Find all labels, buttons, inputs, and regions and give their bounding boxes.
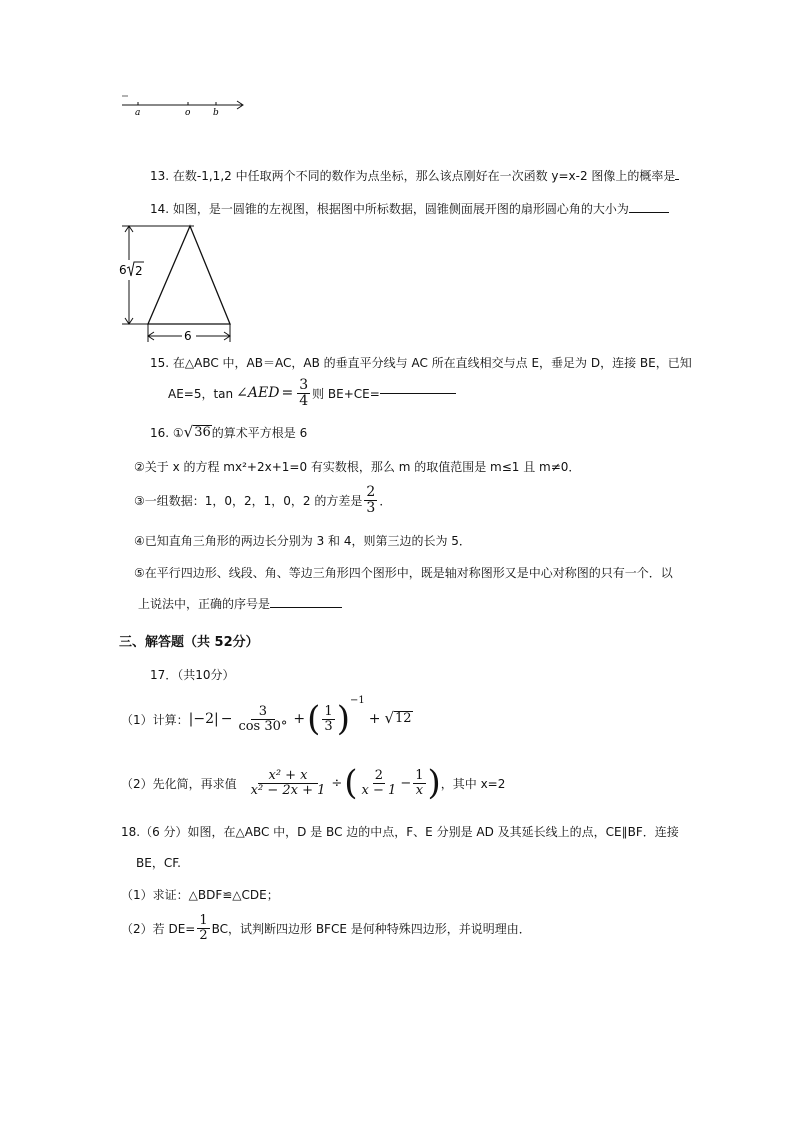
- q17-p2-f1-den: x − 1: [361, 782, 397, 798]
- q17-p2-rparen: ): [427, 763, 441, 803]
- q18-line2: BE，CF.: [136, 856, 181, 870]
- q17-p1-abs: |−2|: [188, 711, 219, 727]
- q17-p1-exp: −1: [349, 695, 365, 706]
- q15-line2-b: 则 BE+CE=: [312, 386, 380, 401]
- question-16-s3: [134, 485, 391, 515]
- q17-p1-rparen: ): [336, 699, 350, 739]
- q17-p2-f1: [360, 769, 399, 797]
- q16-s1-pre: 16. ①: [150, 425, 184, 440]
- base-label: 6: [184, 329, 192, 343]
- question-16-s6: [138, 595, 342, 612]
- q18-line1: 18.（6 分）如图，在△ABC 中，D 是 BC 边的中点，F、E 分别是 AD 及其延长线上的点，CE∥BF．连接: [121, 825, 679, 839]
- label-b: b: [213, 108, 219, 116]
- q16-s3-fraction: [364, 485, 377, 515]
- q18-p2-fraction: [197, 914, 209, 942]
- q17-part2: [121, 760, 505, 806]
- q17-p2-num: x² + x: [258, 769, 317, 784]
- q17-p2-f2-den: x: [415, 782, 424, 798]
- q16-s2: ②关于 x 的方程 mx²+2x+1=0 有实数根，那么 m 的取值范围是 m≤1 且 m≠0．: [134, 460, 581, 474]
- question-16-s1: [150, 424, 307, 441]
- question-14: [150, 200, 669, 217]
- q17-p2-den: x² − 2x + 1: [250, 782, 326, 798]
- q17-p2-post: ，其中 x=2: [440, 776, 506, 791]
- q14-text: 14. 如图，是一圆锥的左视图，根据图中所标数据，圆锥侧面展开图的扇形圆心角的大小为: [150, 202, 629, 216]
- q17-p1-num: 3: [251, 705, 275, 720]
- height-label-coef: 6: [119, 263, 127, 277]
- cone-left-view-figure: [114, 222, 240, 344]
- q17-p2-f1-num: 2: [374, 767, 384, 783]
- q18-p2-pre: （2）若 DE=: [121, 921, 196, 936]
- q17-p2-label: （2）先化简，再求值: [121, 776, 237, 791]
- q15-blank: [380, 393, 456, 394]
- q15-frac-num: 3: [299, 377, 309, 393]
- q16-s3-pre: ③一组数据：1，0，2，1，0，2 的方差是: [134, 493, 363, 508]
- cone-triangle: [148, 226, 230, 324]
- q18-part1: （1）求证：△BDF≌△CDE；: [121, 888, 279, 902]
- q17-p2-minus: −: [400, 775, 412, 791]
- q16-s1-rad: 36: [194, 424, 211, 440]
- q15-line1: 15. 在△ABC 中，AB＝AC，AB 的垂直平分线与 AC 所在直线相交与点 E，垂足为 D，连接 BE，已知: [150, 356, 692, 370]
- q16-s4: ④已知直角三角形的两边长分别为 3 和 4，则第三边的长为 5．: [134, 534, 471, 548]
- q17-header: 17．（共10分）: [150, 668, 235, 682]
- label-o: o: [185, 108, 191, 116]
- q18-part2: [121, 910, 531, 946]
- q16-s3-post: ．: [379, 493, 392, 508]
- q17-p1-fraction: [236, 705, 289, 733]
- q17-p2-lparen: (: [344, 763, 358, 803]
- q15-line2-a: AE=5，tan: [168, 386, 234, 401]
- question-16-s5: [134, 564, 673, 581]
- q17-p1-inner-den: 3: [324, 718, 333, 734]
- q17-p2-fraction: [249, 769, 328, 797]
- q17-p2-f2: [413, 769, 425, 797]
- q17-p1-inner-fraction: [322, 705, 334, 733]
- question-15-line2: [168, 378, 456, 408]
- label-a: a: [135, 108, 141, 116]
- q17-p1-lparen: (: [307, 699, 321, 739]
- q16-s5: ⑤在平行四边形、线段、角、等边三角形四个图形中，既是轴对称图形又是中心对称图的只有一个．以: [134, 566, 673, 580]
- q17-p1-plus2: +: [368, 711, 381, 727]
- q13-text: 13. 在数-1,1,2 中任取两个不同的数作为点坐标，那么该点刚好在一次函数 y=x-2 图像上的概率是: [150, 169, 676, 183]
- q17-p1-rad: 12: [395, 711, 412, 727]
- q18-p2-den: 2: [199, 927, 208, 943]
- q17-p1-inner-num: 1: [324, 703, 333, 719]
- q15-fraction: [297, 378, 310, 408]
- q15-frac-den: 4: [299, 392, 309, 409]
- q16-s3-den: 3: [366, 499, 376, 516]
- q16-s1-post: 的算术平方根是 6: [211, 426, 308, 440]
- q14-blank: [629, 212, 669, 213]
- q16-s6: 上说法中，正确的序号是: [138, 597, 271, 611]
- height-label-rad: 2: [135, 264, 143, 278]
- q18-p2-num: 1: [199, 912, 208, 928]
- q17-p1-plus: +: [293, 711, 306, 727]
- number-line-figure: [118, 92, 250, 116]
- q17-part1: [121, 697, 413, 741]
- q16-blank: [270, 607, 342, 608]
- q15-eq: =: [281, 385, 294, 402]
- q15-angle: ∠AED: [236, 385, 280, 402]
- q13-blank: [675, 179, 679, 180]
- question-15-line1: [150, 354, 692, 371]
- question-13: [150, 167, 679, 184]
- section-3-title: 三、解答题（共 52分）: [119, 635, 259, 650]
- q17-p1-minus: −: [220, 711, 233, 727]
- question-16-s2: [134, 458, 580, 475]
- q17-p2-f2-num: 1: [415, 767, 424, 783]
- q17-p1-den: cos 30°: [238, 718, 288, 734]
- q17-p1-label: （1）计算：: [121, 712, 189, 727]
- q16-s3-num: 2: [366, 484, 376, 500]
- q17-p2-div: ÷: [331, 775, 343, 791]
- q16-sqrt: √ 36: [183, 422, 211, 441]
- q17-p1-sqrt: √ 12: [384, 709, 412, 728]
- question-16-s4: [134, 532, 471, 549]
- q18-p2-post: BC，试判断四边形 BFCE 是何种特殊四边形，并说明理由．: [211, 921, 531, 936]
